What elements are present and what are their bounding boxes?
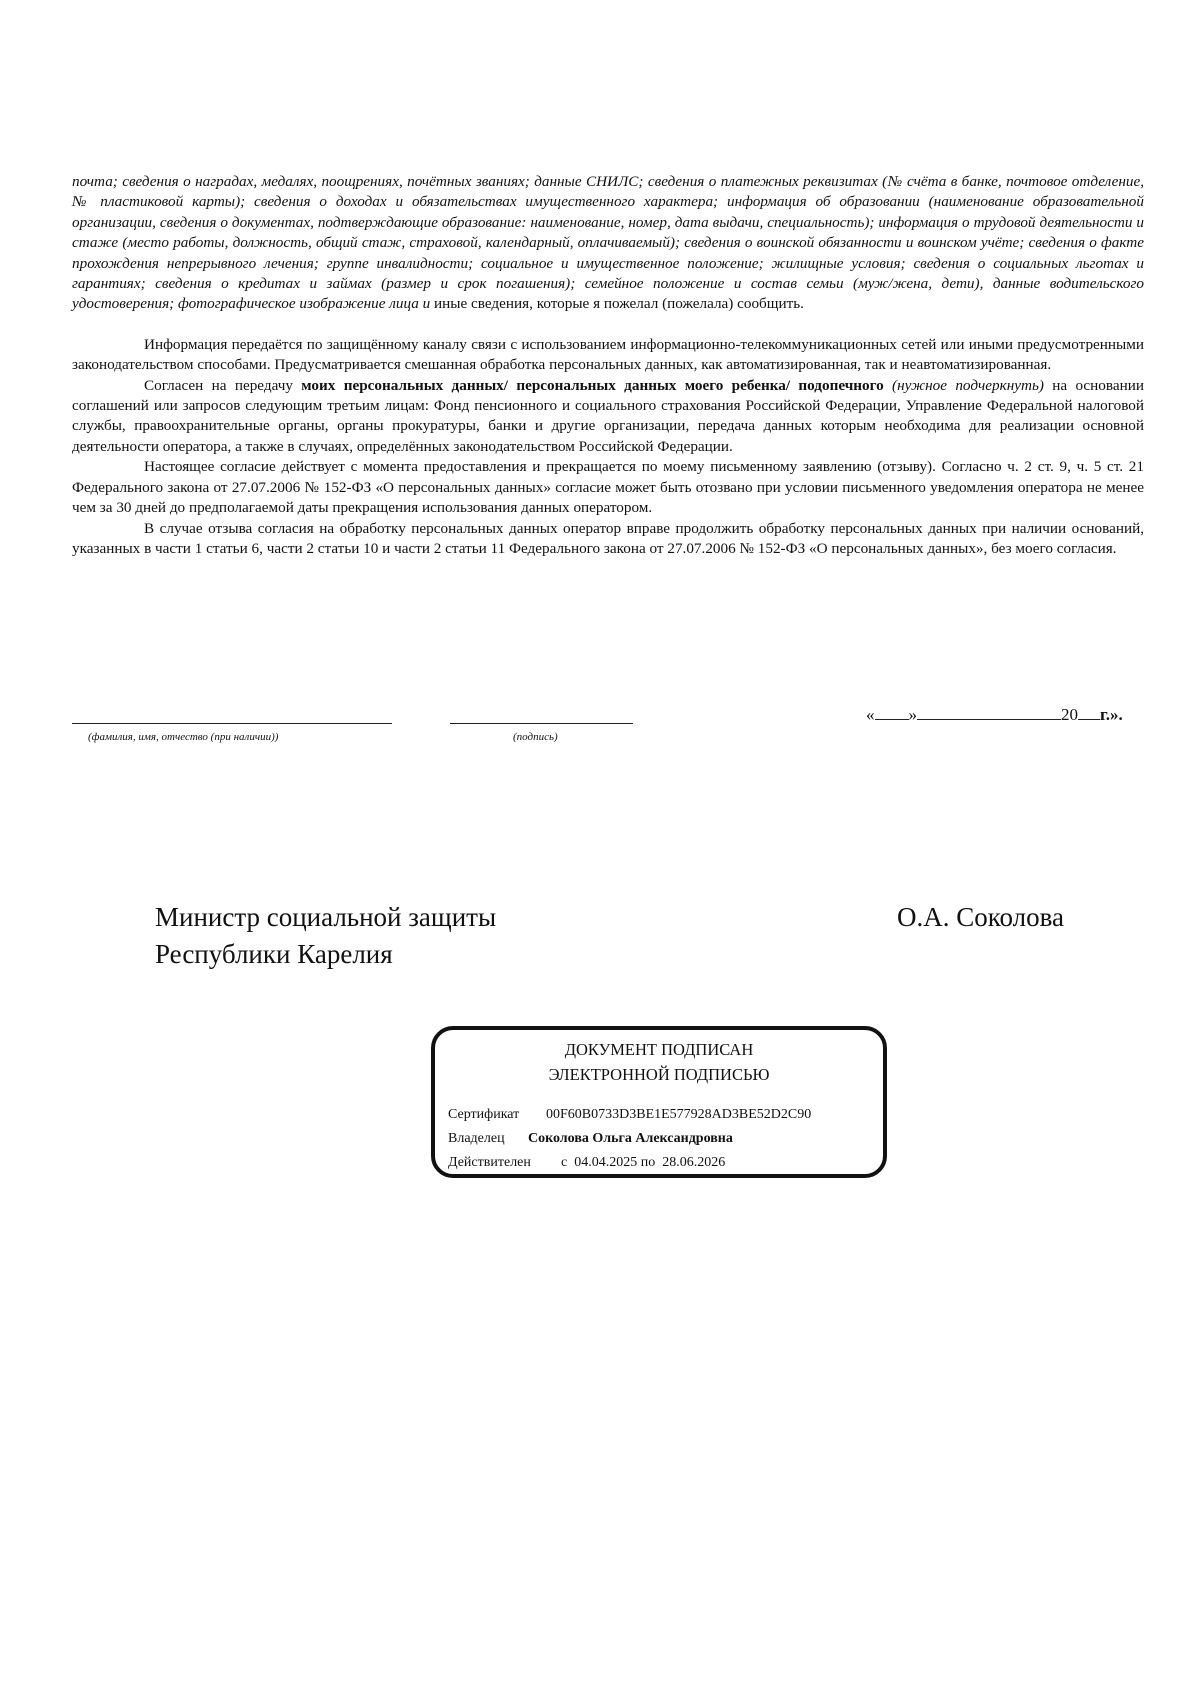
date-suffix: г.». bbox=[1100, 705, 1123, 724]
stamp-row-certificate bbox=[448, 1107, 811, 1123]
paragraph-withdrawal: В случае отзыва согласия на обработку персональных данных оператор вправе продолжить обработку персональных данных при наличии оснований, указанных в части 1 статьи 6, части 2 статьи 10 и части 2 статьи 11 Федерального закона от 27.07.2006 № 152-ФЗ «О персональных данных», без моего согласия. bbox=[72, 519, 1144, 557]
paragraph-data-list bbox=[72, 172, 1144, 315]
valid-to-prefix: по bbox=[640, 1155, 656, 1170]
owner-value: Соколова Ольга Александровна bbox=[528, 1131, 733, 1146]
minister-title bbox=[155, 899, 496, 973]
paragraph-consent-transfer bbox=[72, 376, 1144, 458]
electronic-signature-stamp bbox=[431, 1026, 887, 1178]
year-blank bbox=[1078, 703, 1100, 720]
signature-line bbox=[450, 723, 633, 724]
name-line bbox=[72, 723, 392, 724]
consent-transfer-note: (нужное подчеркнуть) bbox=[883, 376, 1044, 394]
stamp-title-line1: ДОКУМЕНТ ПОДПИСАН bbox=[564, 1040, 754, 1059]
owner-label: Владелец bbox=[448, 1131, 505, 1146]
stamp-title-line2: ЭЛЕКТРОННОЙ ПОДПИСЬЮ bbox=[548, 1065, 770, 1084]
consent-transfer-rest: на основании соглашений или запросов следующим третьим лицам: Фонд пенсионного и социального страхования Российской Федерации, Управление Федеральной налоговой службы, правоохранительные органы, органы прокуратуры, банки и другие организации, передача данных которым необходима для реализации основной деятельности оператора, а также в случаях, определённых законодательством Российской Федерации. bbox=[72, 376, 1144, 455]
data-list-italic: почта; сведения о наградах, медалях, поощрениях, почётных званиях; данные СНИЛС; сведения о платежных реквизитах (№ счёта в банке, почтовое отделение, № пластиковой карты); сведения о доходах и обязательствах имущественного характера; информация об образовании (наименование образовательной организации, сведения о документах, подтверждающие образование: наименование, номер, дата выдачи, специальность); информация о трудовой деятельности и стаже (место работы, должность, общий стаж, страховой, календарный, оплачиваемый); сведения о воинской обязанности и воинском учёте; сведения о факте прохождения непрерывного лечения; группе инвалидности; социальное и имущественное положение; жилищные условия; сведения о социальных льготах и гарантиях; сведения о кредитах и займах (размер и срок погашения); семейное положение и состав семьи (муж/жена, дети), данные водительского удостоверения; фотографическое изображение лица и bbox=[72, 173, 1144, 313]
minister-title-line2: Республики Карелия bbox=[155, 939, 393, 969]
date-line bbox=[866, 703, 1146, 725]
valid-from: 04.04.2025 bbox=[574, 1155, 638, 1170]
stamp-row-owner bbox=[448, 1131, 733, 1147]
consent-transfer-bold: моих персональных данных/ персональных данных моего ребенка/ подопечного bbox=[301, 376, 884, 394]
date-quote-close: » bbox=[908, 705, 917, 724]
cert-value: 00F60B0733D3BE1E577928AD3BE52D2C90 bbox=[546, 1107, 812, 1122]
stamp-row-validity bbox=[448, 1155, 725, 1171]
consent-text bbox=[72, 172, 1144, 559]
valid-to: 28.06.2026 bbox=[662, 1155, 726, 1170]
paragraph-validity: Настоящее согласие действует с момента предоставления и прекращается по моему письменному заявлению (отзыву). Согласно ч. 2 ст. 9, ч. 5 ст. 21 Федерального закона от 27.07.2006 № 152-ФЗ «О персональных данных» согласие может быть отозвано при условии письменного уведомления оператора не менее чем за 30 дней до предполагаемой даты прекращения использования данных оператором. bbox=[72, 458, 1144, 517]
month-blank bbox=[917, 703, 1061, 720]
data-list-tail: иные сведения, которые я пожелал (пожелала) сообщить. bbox=[430, 295, 804, 313]
valid-label: Действителен bbox=[448, 1155, 531, 1170]
consent-transfer-intro: Согласен на передачу bbox=[144, 376, 302, 394]
day-blank bbox=[875, 703, 909, 720]
minister-name: О.А. Соколова bbox=[897, 902, 1064, 932]
paragraph-transfer-channel: Информация передаётся по защищённому каналу связи с использованием информационно-телекоммуникационных сетей или иными предусмотренными законодательством способами. Предусматривается смешанная обработка персональных данных, как автоматизированная, так и неавтоматизированная. bbox=[72, 335, 1144, 374]
name-caption: (фамилия, имя, отчество (при наличии)) bbox=[88, 731, 279, 743]
cert-label: Сертификат bbox=[448, 1107, 520, 1122]
date-quote-open: « bbox=[866, 705, 875, 724]
valid-from-prefix: с bbox=[561, 1155, 568, 1170]
date-year-prefix: 20 bbox=[1061, 705, 1078, 724]
minister-title-line1: Министр социальной защиты bbox=[155, 902, 497, 932]
signature-caption: (подпись) bbox=[513, 731, 558, 743]
